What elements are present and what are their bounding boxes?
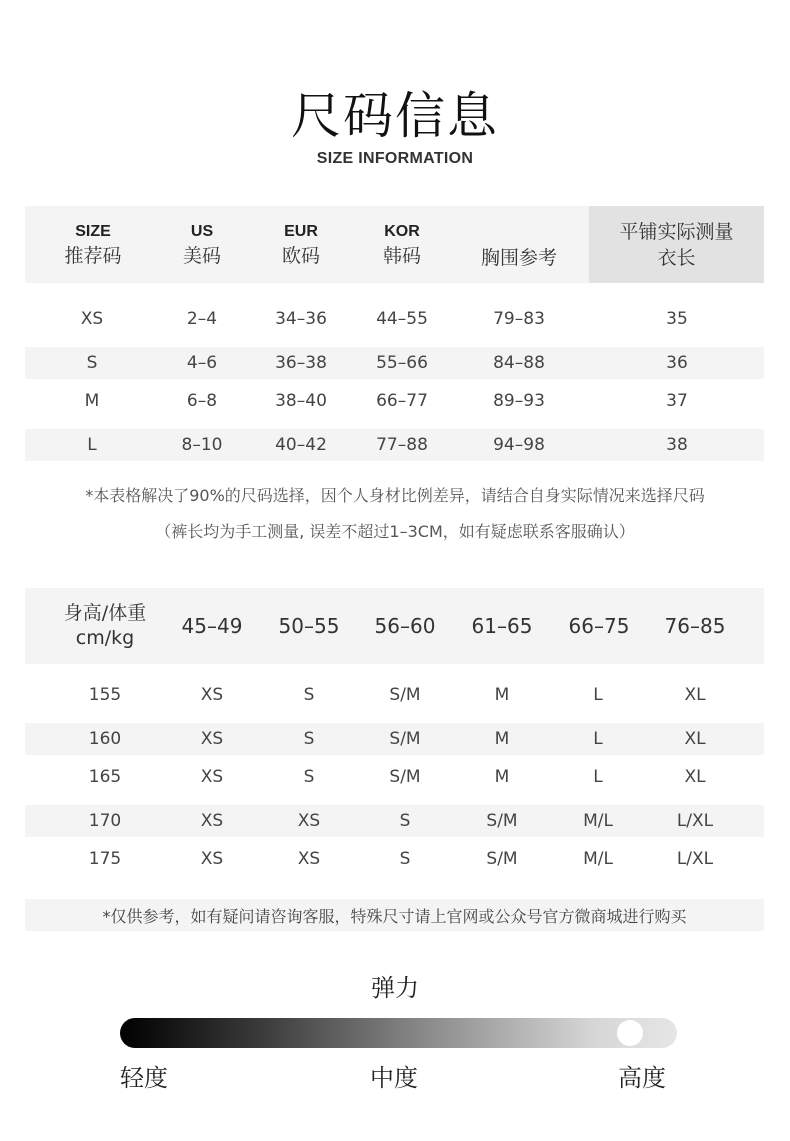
- elasticity-indicator: [617, 1020, 643, 1046]
- cell-fit: L/XL: [676, 849, 714, 869]
- cell-fit: S/M: [389, 685, 421, 705]
- cell-bust: 89–93: [493, 391, 545, 411]
- cell-us: 2–4: [186, 309, 218, 329]
- page-title: 尺码信息: [291, 87, 499, 145]
- cell-bust: 84–88: [493, 353, 545, 373]
- cell-fit: M: [494, 767, 510, 787]
- cell-fit: L/XL: [676, 811, 714, 831]
- cell-eur: 36–38: [275, 353, 327, 373]
- elasticity-level-high: 高度: [618, 1064, 666, 1092]
- elasticity-bar: [120, 1018, 677, 1048]
- elasticity-title: 弹力: [371, 974, 419, 1002]
- header-weight: 50–55: [278, 614, 340, 638]
- header-eur: EUR 欧码: [281, 222, 321, 267]
- fit-table-header: [25, 588, 764, 664]
- table-row: [25, 723, 764, 755]
- table-row: [25, 755, 764, 799]
- size-note: *本表格解决了90%的尺码选择，因个人身材比例差异，请结合自身实际情况来选择尺码: [85, 486, 705, 505]
- cell-kor: 66–77: [376, 391, 428, 411]
- table-row: [25, 805, 764, 837]
- cell-fit: M: [494, 685, 510, 705]
- cell-eur: 40–42: [275, 435, 327, 455]
- table-row: [25, 673, 764, 717]
- cell-height: 160: [88, 729, 122, 749]
- cell-fit: XS: [297, 849, 321, 869]
- header-weight: 66–75: [568, 614, 630, 638]
- cell-fit: XS: [200, 685, 224, 705]
- cell-us: 8–10: [181, 435, 223, 455]
- cell-size: L: [87, 435, 97, 455]
- cell-fit: XS: [200, 849, 224, 869]
- table-row: [25, 297, 764, 341]
- cell-fit: M/L: [583, 811, 613, 831]
- cell-size: M: [84, 391, 100, 411]
- header-height-weight: 身高/体重 cm/kg: [63, 602, 147, 649]
- cell-height: 155: [88, 685, 122, 705]
- cell-us: 6–8: [186, 391, 218, 411]
- cell-fit: XL: [684, 767, 706, 787]
- page-subtitle: SIZE INFORMATION: [316, 150, 474, 167]
- header-weight: 76–85: [664, 614, 726, 638]
- cell-length: 35: [666, 309, 688, 329]
- elasticity-level-light: 轻度: [120, 1064, 168, 1092]
- cell-fit: S: [303, 767, 315, 787]
- elasticity-level-medium: 中度: [370, 1064, 418, 1092]
- cell-length: 36: [666, 353, 688, 373]
- cell-size: S: [86, 353, 98, 373]
- cell-length: 37: [666, 391, 688, 411]
- cell-height: 170: [88, 811, 122, 831]
- cell-height: 165: [88, 767, 122, 787]
- header-weight: 56–60: [374, 614, 436, 638]
- cell-fit: S/M: [486, 811, 518, 831]
- cell-fit: M/L: [583, 849, 613, 869]
- cell-fit: S: [303, 685, 315, 705]
- cell-fit: S/M: [486, 849, 518, 869]
- header-us: US 美码: [182, 222, 222, 267]
- cell-kor: 77–88: [376, 435, 428, 455]
- table-row: [25, 429, 764, 461]
- cell-fit: XS: [297, 811, 321, 831]
- header-weight: 45–49: [181, 614, 243, 638]
- size-table-header: [25, 206, 764, 283]
- cell-fit: XS: [200, 767, 224, 787]
- fit-table: [25, 588, 764, 881]
- size-table: [25, 206, 764, 467]
- cell-fit: S/M: [389, 729, 421, 749]
- cell-fit: XS: [200, 811, 224, 831]
- cell-height: 175: [88, 849, 122, 869]
- cell-fit: L: [593, 685, 603, 705]
- cell-fit: S: [399, 849, 411, 869]
- cell-eur: 34–36: [275, 309, 327, 329]
- cell-fit: S: [303, 729, 315, 749]
- cell-eur: 38–40: [275, 391, 327, 411]
- header-weight: 61–65: [471, 614, 533, 638]
- fit-note: *仅供参考，如有疑问请咨询客服，特殊尺寸请上官网或公众号官方微商城进行购买: [25, 899, 764, 931]
- cell-kor: 44–55: [376, 309, 428, 329]
- cell-size: XS: [80, 309, 104, 329]
- measure-note: （裤长均为手工测量, 误差不超过1–3CM，如有疑虑联系客服确认）: [155, 522, 635, 541]
- cell-fit: XS: [200, 729, 224, 749]
- header-bust: 胸围参考: [480, 247, 558, 269]
- cell-fit: M: [494, 729, 510, 749]
- cell-bust: 79–83: [493, 309, 545, 329]
- cell-us: 4–6: [186, 353, 218, 373]
- table-row: [25, 379, 764, 423]
- cell-fit: XL: [684, 685, 706, 705]
- table-row: [25, 347, 764, 379]
- cell-fit: L: [593, 767, 603, 787]
- cell-kor: 55–66: [376, 353, 428, 373]
- header-kor: KOR 韩码: [382, 222, 422, 267]
- cell-fit: S/M: [389, 767, 421, 787]
- cell-fit: XL: [684, 729, 706, 749]
- table-row: [25, 837, 764, 881]
- cell-length: 38: [666, 435, 688, 455]
- cell-fit: L: [593, 729, 603, 749]
- cell-bust: 94–98: [493, 435, 545, 455]
- header-size: SIZE 推荐码: [64, 222, 122, 267]
- header-length: 平铺实际测量 衣长: [589, 206, 764, 283]
- cell-fit: S: [399, 811, 411, 831]
